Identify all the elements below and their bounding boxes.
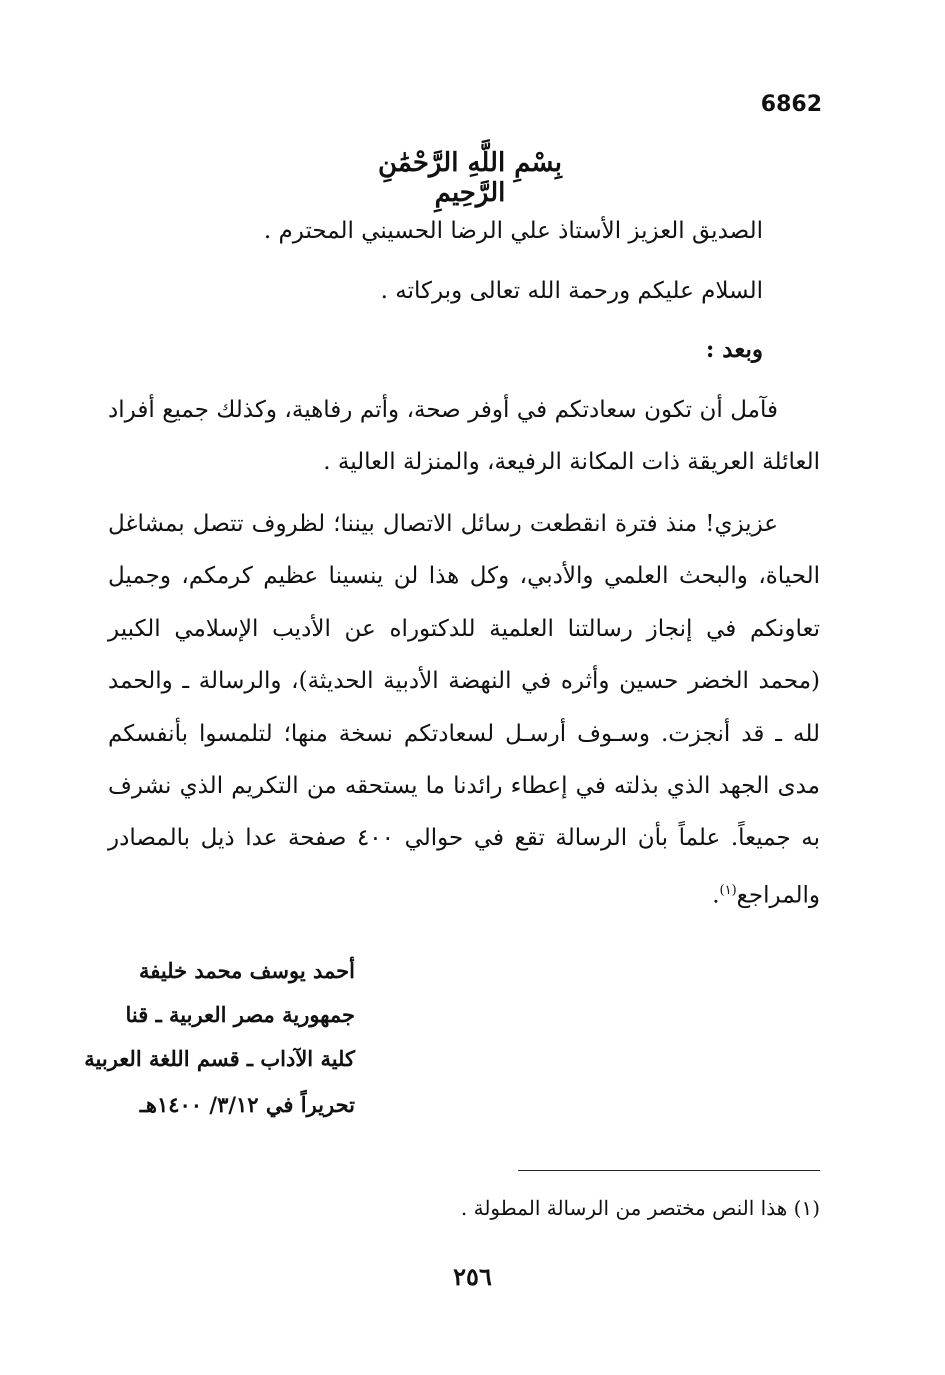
signature-country: جمهورية مصر العربية ـ قنا [125,1002,355,1027]
signature-date: تحريراً في ٣/١٢/ ١٤٠٠هـ [139,1092,355,1117]
footnote-ref: (١) [719,882,737,898]
page-id: 6862 [760,92,822,117]
signature-name: أحمد يوسف محمد خليفة [138,958,355,983]
paragraph-2-end: . [712,882,720,909]
footnote-divider [518,1170,820,1171]
salutation: الصديق العزيز الأستاذ علي الرضا الحسيني المحترم . [263,218,763,244]
greeting: السلام عليكم ورحمة الله تعالى وبركاته . [380,278,763,304]
basmala: بِسْمِ اللَّهِ الرَّحْمَٰنِ الرَّحِيمِ [378,148,562,208]
footnote: (١) هذا النص مختصر من الرسالة المطولة . [460,1196,820,1220]
page-number: ٢٥٦ [453,1262,492,1291]
paragraph-2 [108,498,820,922]
paragraph-2-text: عزيزي! منذ فترة انقطعت رسائل الاتصال بيننا؛ لظروف تتصل بمشاغل الحياة، والبحث العلمي والأدبي، وكل هذا لن ينسينا عظيم كرمكم، وجميل تعاونكم في إنجاز رسالتنا العلمية للدكتوراه عن الأديب الإسلامي الكبير (محمد الخضر حسين وأثره في النهضة الأدبية الحديثة)، والرسالة ـ والحمد لله ـ قد أنجزت. وسـوف أرسـل لسعادتكم نسخة منها؛ لتلمسوا بأنفسكم مدى الجهد الذي بذلته في إعطاء رائدنا ما يستحقه من التكريم الذي نشرف به جميعاً. علماً بأن الرسالة تقع في حوالي ٤٠٠ صفحة عدا ذيل بالمصادر والمراجع [108,511,820,909]
signature-faculty: كلية الآداب ـ قسم اللغة العربية [84,1046,355,1071]
opening-then: وبعد : [705,336,763,363]
paragraph-1: فآمل أن تكون سعادتكم في أوفر صحة، وأتم رفاهية، وكذلك جميع أفراد العائلة العريقة ذات المكانة الرفيعة، والمنزلة العالية . [108,397,820,476]
